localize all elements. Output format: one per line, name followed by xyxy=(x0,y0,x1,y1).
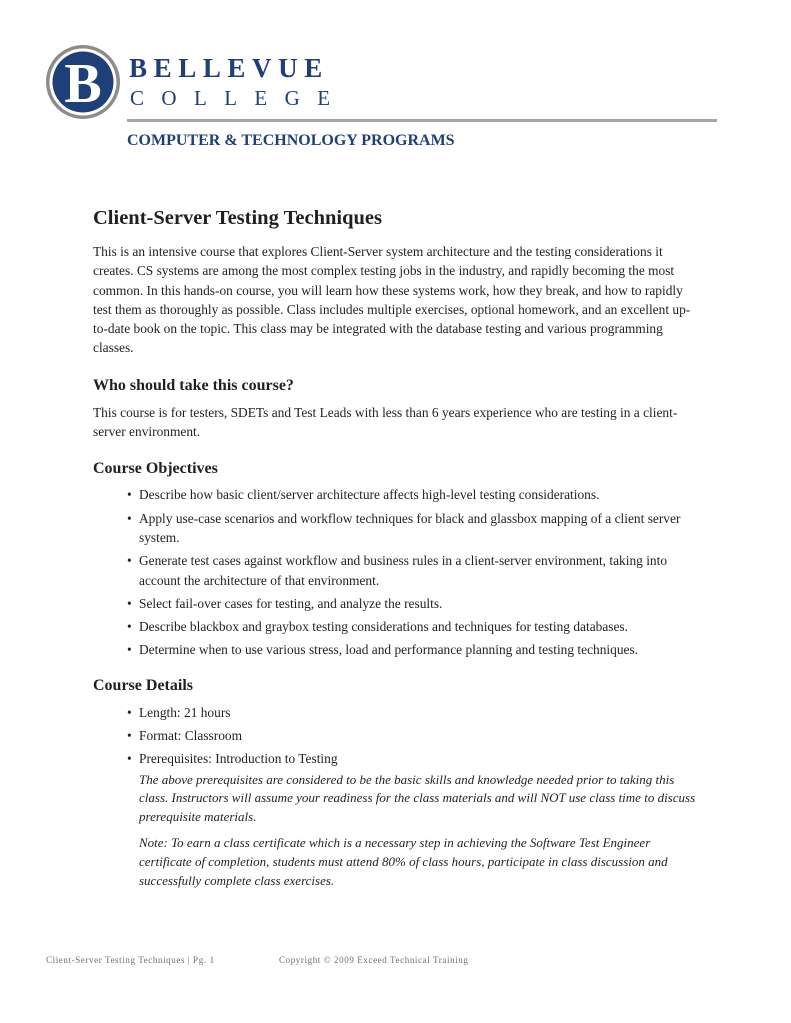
detail-format: Format: Classroom xyxy=(139,728,243,744)
footer-copyright: Copyright © 2009 Exceed Technical Training xyxy=(279,955,469,965)
list-item: • Apply use-case scenarios and workflow techniques for black and glassbox mapping of a client server system. xyxy=(127,510,681,545)
brand-name-college: COLLEGE xyxy=(130,86,348,110)
detail-length: Length: 21 hours xyxy=(139,704,231,720)
details-heading: Course Details xyxy=(93,676,193,694)
who-text: This course is for testers, SDETs and Test Leads with less than 6 years experience who are testing in a client-server environment. xyxy=(93,404,678,440)
course-intro: This is an intensive course that explores Client-Server system architecture and the testing considerations it creates. CS systems are among the most complex testing jobs in the industry, and rapidly becoming the most common. In this hands-on course, you will learn how these systems work, how they break, and how to rapidly test them as thoroughly as possible. Class includes multiple exercises, optional homework, and an excellent up-to-date book on the topic. This class may be integrated with the database testing and various programming classes. xyxy=(93,244,691,356)
details-list xyxy=(93,703,703,769)
header-divider xyxy=(127,119,717,122)
footer-page-label: Client-Server Testing Techniques | Pg. 1 xyxy=(46,955,215,965)
list-item: • Length: 21 hours xyxy=(127,704,231,720)
course-title: Client-Server Testing Techniques xyxy=(93,207,382,229)
certificate-note: Note: To earn a class certificate which is a necessary step in achieving the Software Test Engineer certificate of completion, students must attend 80% of class hours, participate in class discussion and successfully complete class exercises. xyxy=(139,835,668,888)
who-heading: Who should take this course? xyxy=(93,376,294,394)
objective-text: Describe how basic client/server architecture affects high-level testing considerations. xyxy=(139,487,600,503)
logo-letter: B xyxy=(64,53,102,115)
list-item: • Prerequisites: Introduction to Testing xyxy=(127,751,338,767)
detail-prerequisites: Prerequisites: Introduction to Testing xyxy=(139,751,338,767)
list-item: • Describe blackbox and graybox testing considerations and techniques for testing databases. xyxy=(127,619,628,635)
list-item: • Determine when to use various stress, load and performance planning and testing techniques. xyxy=(127,642,639,658)
list-item: • Generate test cases against workflow and business rules in a client-server environment, taking into account the architecture of that environment. xyxy=(127,553,668,588)
objective-text: Determine when to use various stress, load and performance planning and testing techniques. xyxy=(139,642,639,658)
prerequisite-note: The above prerequisites are considered to be the basic skills and knowledge needed prior to taking this class. Instructors will assume your readiness for the class materials and will NOT use class time to discuss prerequisite materials. xyxy=(139,771,696,825)
objective-text: Select fail-over cases for testing, and analyze the results. xyxy=(139,595,443,611)
programs-subtitle: COMPUTER & TECHNOLOGY PROGRAMS xyxy=(127,132,455,149)
college-logo xyxy=(45,44,121,120)
objectives-heading: Course Objectives xyxy=(93,460,218,478)
objective-text: Describe blackbox and graybox testing considerations and techniques for testing databases. xyxy=(139,619,628,635)
list-item: • Select fail-over cases for testing, and analyze the results. xyxy=(127,595,443,611)
list-item: • Describe how basic client/server architecture affects high-level testing considerations. xyxy=(127,487,600,503)
objective-text: Generate test cases against workflow and business rules in a client-server environment, taking into account the architecture of that environment. xyxy=(139,553,668,588)
objectives-list xyxy=(93,485,703,659)
objective-text: Apply use-case scenarios and workflow techniques for black and glassbox mapping of a client server system. xyxy=(139,510,681,545)
brand-name-bellevue: BELLEVUE xyxy=(129,53,329,83)
course-document xyxy=(93,205,703,890)
list-item: • Format: Classroom xyxy=(127,728,243,744)
